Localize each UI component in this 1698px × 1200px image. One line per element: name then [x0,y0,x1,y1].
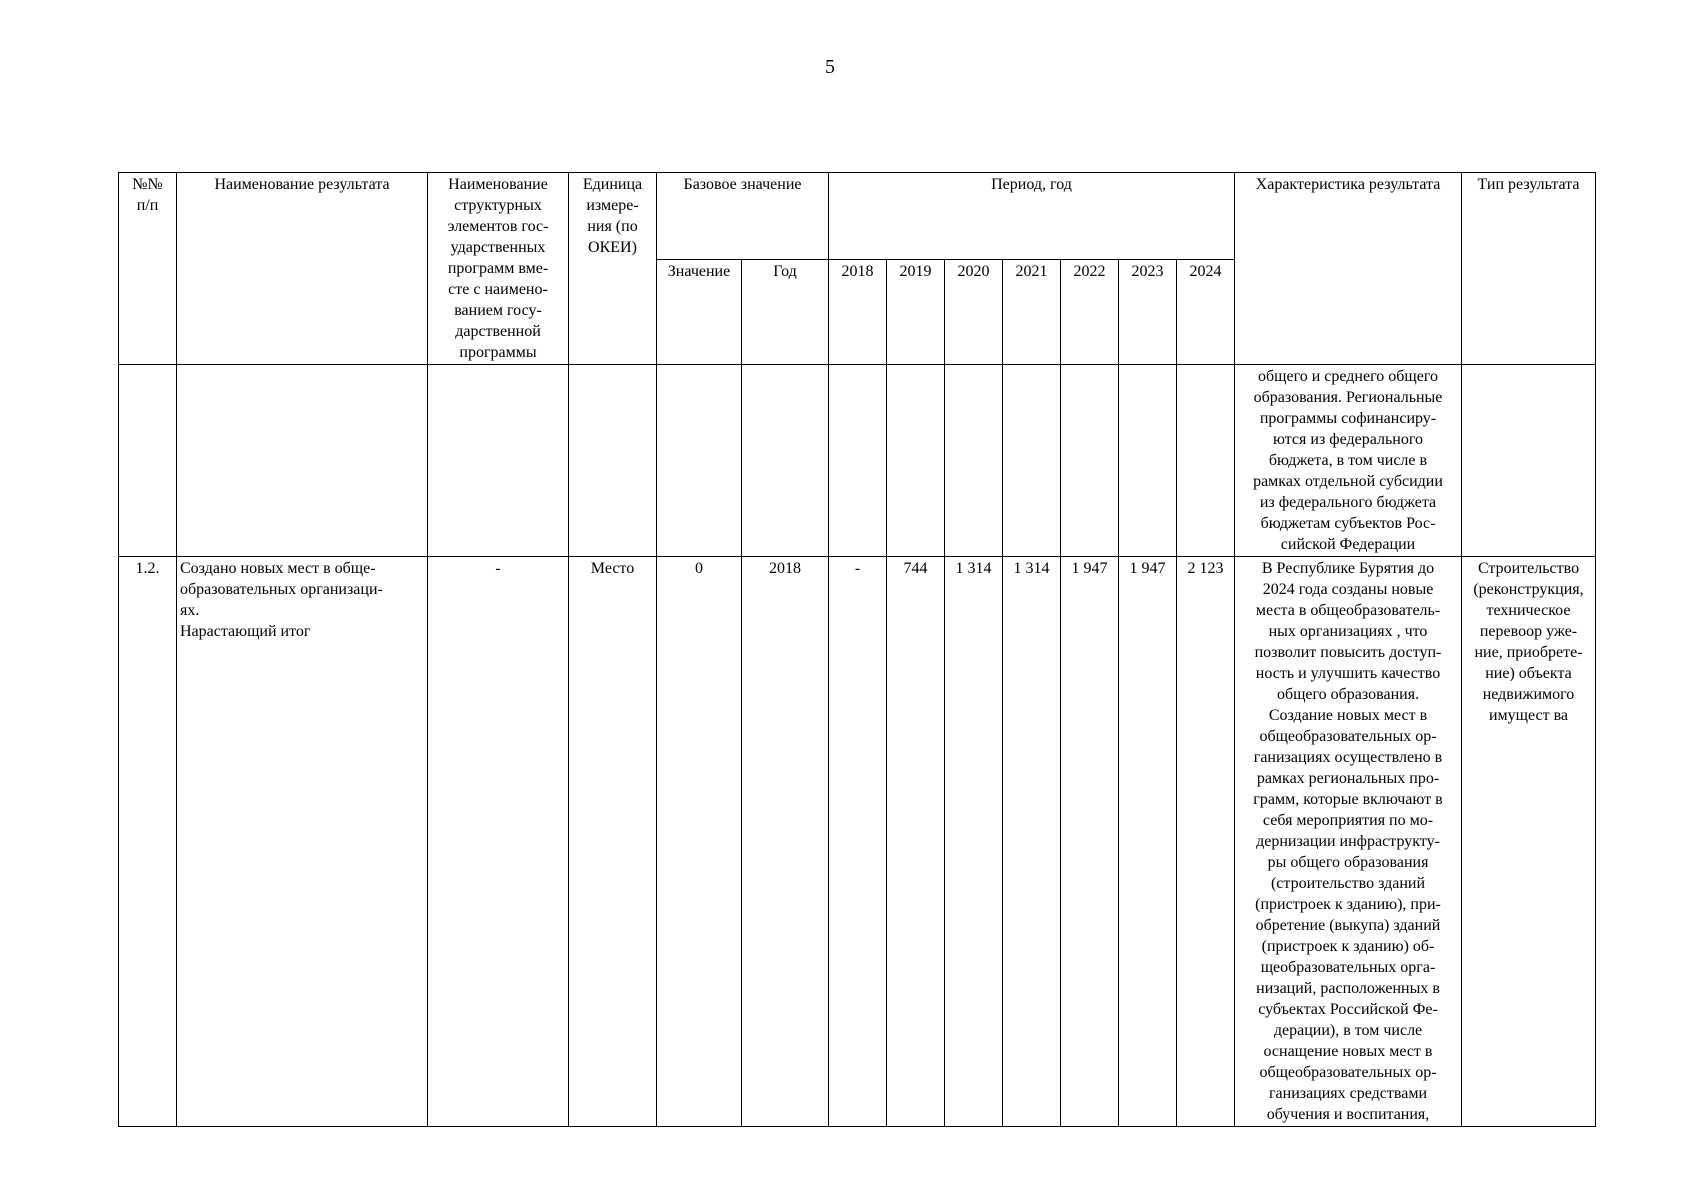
cell-year [1003,365,1061,557]
cell-base-value: 0 [657,557,742,1127]
header-num: №№ п/п [119,173,177,365]
cell-struct: - [428,557,569,1127]
header-type: Тип результата [1462,173,1596,365]
header-year: 2018 [829,259,887,365]
cell-base-year: 2018 [742,557,829,1127]
header-year: 2019 [887,259,945,365]
results-table [118,172,1596,1127]
header-base-value: Значение [657,259,742,365]
cell-year: 1 947 [1119,557,1177,1127]
header-unit: Единица измере- ния (по ОКЕИ) [569,173,657,365]
header-period: Период, год [829,173,1235,260]
cell-year [945,365,1003,557]
header-year: 2020 [945,259,1003,365]
cell-num: 1.2. [119,557,177,1127]
header-year: 2023 [1119,259,1177,365]
page-number: 5 [825,56,835,78]
cell-type [1462,365,1596,557]
cell-unit [569,365,657,557]
header-base-year: Год [742,259,829,365]
cell-type: Строительство (реконструкция, техническое перевоор уже- ние, приобрете- ние) объекта недвижимого имущест ва [1462,557,1596,1127]
cell-year [1119,365,1177,557]
header-base: Базовое значение [657,173,829,260]
header-struct: Наименование структурных элементов гос- ударственных программ вме- сте с наимено- ванием госу- дарственной программы [428,173,569,365]
header-year: 2022 [1061,259,1119,365]
cell-year: 744 [887,557,945,1127]
cell-year: 1 947 [1061,557,1119,1127]
header-name: Наименование результата [177,173,428,365]
cell-year [829,365,887,557]
cell-struct [428,365,569,557]
cell-year: - [829,557,887,1127]
cell-name: Создано новых мест в обще- образовательных организаци- ях. Нарастающий итог [177,557,428,1127]
cell-num [119,365,177,557]
cell-name [177,365,428,557]
cell-characteristic: общего и среднего общего образования. Региональные программы софинансиру- ются из федерального бюджета, в том числе в рамках отдельной субсидии из федерального бюджета бюджетам субъектов Рос- сийской Федерации [1235,365,1462,557]
cell-year: 1 314 [945,557,1003,1127]
cell-unit: Место [569,557,657,1127]
cell-base-value [657,365,742,557]
cell-year [1061,365,1119,557]
cell-base-year [742,365,829,557]
table-row [119,557,1596,1127]
header-year: 2024 [1177,259,1235,365]
table-row [119,365,1596,557]
cell-year [887,365,945,557]
cell-year: 2 123 [1177,557,1235,1127]
header-characteristic: Характеристика результата [1235,173,1462,365]
cell-year [1177,365,1235,557]
cell-characteristic: В Республике Бурятия до 2024 года созданы новые места в общеобразователь- ных организациях , что позволит повысить доступ- ность и улучшить качество общего образования. Создание новых мест в общеобразовательных ор- ганизациях осуществлено в рамках региональных про- грамм, которые включают в себя мероприятия по мо- дернизации инфраструкту- ры общего образования (строительство зданий (пристроек к зданию), при- обретение (выкупа) зданий (пристроек к зданию) об- щеобразовательных орга- низаций, расположенных в субъектах Российской Фе- дерации), в том числе оснащение новых мест в общеобразовательных ор- ганизациях средствами обучения и воспитания, [1235,557,1462,1127]
header-row-1 [119,173,1596,260]
header-year: 2021 [1003,259,1061,365]
cell-year: 1 314 [1003,557,1061,1127]
